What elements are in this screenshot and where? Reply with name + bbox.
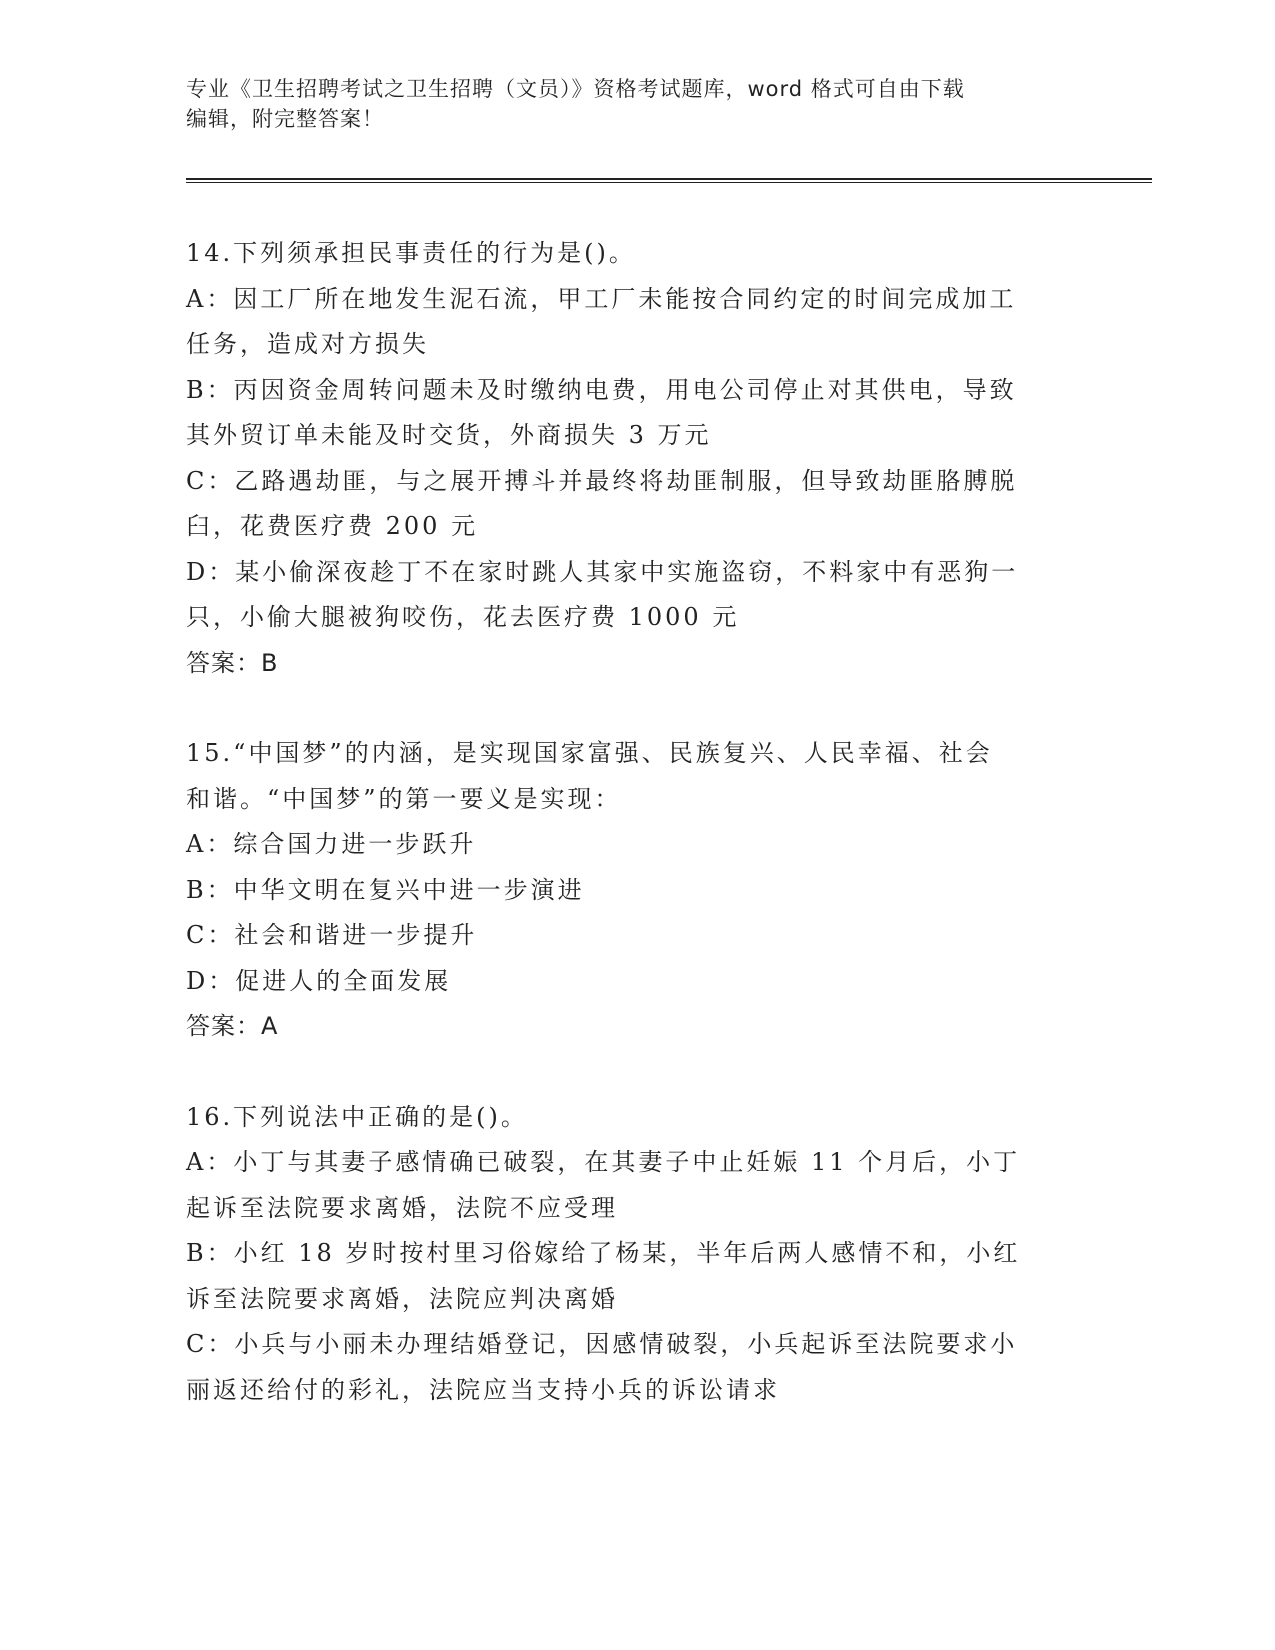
header-divider-thick	[186, 178, 1152, 180]
option-text: B：中华文明在复兴中进一步演进	[186, 875, 585, 904]
option-text: 诉至法院要求离婚，法院应判决离婚	[186, 1284, 618, 1313]
answer-key: 答案：A	[186, 1012, 279, 1040]
option-text: 任务，造成对方损失	[186, 330, 429, 358]
option-d	[186, 959, 1076, 1005]
option-b	[186, 1231, 1076, 1322]
option-text: C：社会和谐进一步提升	[186, 921, 478, 949]
question-stem: 16.下列说法中正确的是()。	[186, 1102, 528, 1131]
option-text: B：丙因资金周转问题未及时缴纳电费，用电公司停止对其供电，导致	[186, 375, 1017, 404]
option-d	[186, 550, 1076, 641]
question-stem: 15.“中国梦”的内涵，是实现国家富强、民族复兴、人民幸福、社会	[186, 739, 993, 767]
option-text: 起诉至法院要求离婚，法院不应受理	[186, 1193, 618, 1222]
question-stem: 14.下列须承担民事责任的行为是()。	[186, 239, 636, 267]
option-c	[186, 459, 1076, 550]
option-c	[186, 913, 1076, 959]
option-a	[186, 822, 1076, 868]
question-15	[186, 731, 1076, 1050]
option-text: A：小丁与其妻子感情确已破裂，在其妻子中止妊娠 11 个月后，小丁	[186, 1148, 1021, 1176]
option-text: 其外贸订单未能及时交货，外商损失 3 万元	[186, 421, 712, 449]
option-text: D：某小偷深夜趁丁不在家时跳人其家中实施盗窃，不料家中有恶狗一	[186, 557, 1019, 586]
document-header	[186, 74, 1066, 134]
option-a	[186, 277, 1076, 368]
option-text: C：乙路遇劫匪，与之展开搏斗并最终将劫匪制服，但导致劫匪胳膊脱	[186, 466, 1018, 495]
option-a	[186, 1140, 1076, 1231]
option-text: C：小兵与小丽未办理结婚登记，因感情破裂，小兵起诉至法院要求小	[186, 1330, 1018, 1358]
option-text: 只，小偷大腿被狗咬伤，花去医疗费 1000 元	[186, 603, 740, 631]
header-divider-thin	[186, 182, 1152, 183]
option-text: D：促进人的全面发展	[186, 966, 452, 995]
header-line-2: 编辑，附完整答案！	[186, 107, 384, 131]
option-b	[186, 368, 1076, 459]
option-text: A：综合国力进一步跃升	[186, 830, 477, 858]
option-text: A：因工厂所在地发生泥石流，甲工厂未能按合同约定的时间完成加工	[186, 284, 1017, 313]
question-stem: 和谐。“中国梦”的第一要义是实现：	[186, 784, 622, 813]
answer-key: 答案：B	[186, 648, 279, 677]
header-line-1: 专业《卫生招聘考试之卫生招聘（文员）》资格考试题库，word 格式可自由下载	[186, 77, 965, 101]
option-text: B：小红 18 岁时按村里习俗嫁给了杨某，半年后两人感情不和，小红	[186, 1239, 1021, 1267]
option-b	[186, 868, 1076, 914]
question-14	[186, 231, 1076, 686]
option-c	[186, 1322, 1076, 1413]
question-16	[186, 1095, 1076, 1414]
option-text: 臼，花费医疗费 200 元	[186, 512, 479, 540]
option-text: 丽返还给付的彩礼，法院应当支持小兵的诉讼请求	[186, 1375, 780, 1404]
question-list	[186, 231, 1076, 1458]
